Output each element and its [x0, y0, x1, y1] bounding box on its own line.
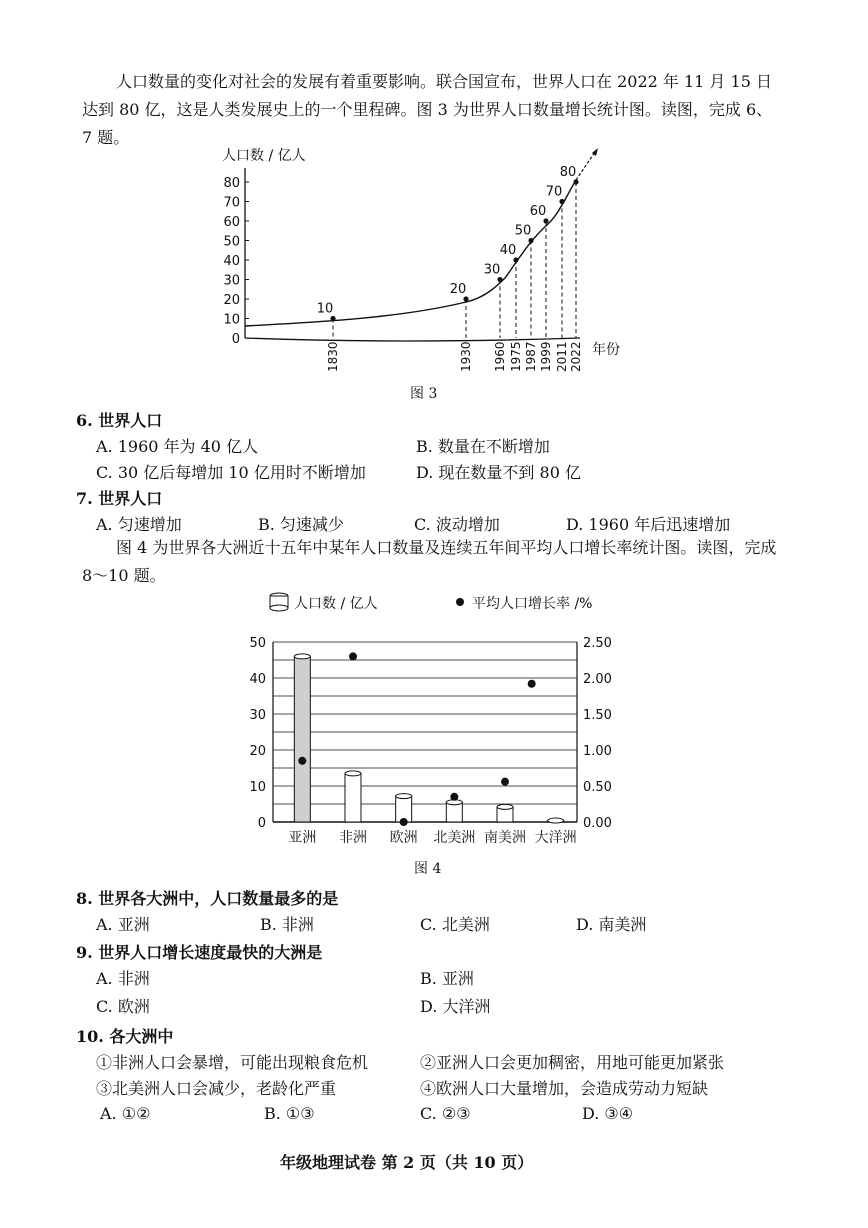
- q8-option-a[interactable]: A. 亚洲: [96, 915, 150, 934]
- fig4-growth-dot: [501, 778, 509, 786]
- fig3-xtick-label: 2022: [569, 341, 583, 372]
- fig4-left-tick-label: 40: [249, 672, 266, 687]
- fig3-xtick-label: 2011: [555, 341, 569, 372]
- fig4-left-tick-label: 30: [249, 708, 266, 723]
- q10-statement-1: ①非洲人口会暴增，可能出现粮食危机: [96, 1053, 369, 1072]
- fig3-xtick-label: 1960: [493, 341, 507, 372]
- q7-option-a[interactable]: A. 匀速增加: [96, 515, 182, 534]
- fig4-growth-dot: [528, 680, 536, 688]
- fig4-right-tick-label: 1.50: [583, 708, 612, 723]
- fig4-bar: [294, 656, 310, 822]
- fig3-data-point: [559, 199, 564, 204]
- fig3-xlabel: 年份: [592, 342, 620, 358]
- fig4-caption: 图 4: [414, 861, 442, 877]
- fig4-growth-dot: [349, 652, 357, 660]
- q7-option-c[interactable]: C. 波动增加: [414, 515, 500, 534]
- q8-stem: 8. 世界各大洲中，人口数量最多的是: [76, 889, 339, 908]
- fig3-data-point: [463, 296, 468, 301]
- fig4-bar-cap: [396, 794, 412, 799]
- fig4-left-tick-label: 50: [249, 636, 266, 651]
- fig3-point-label: 80: [559, 165, 577, 180]
- fig4-left-tick-label: 20: [249, 744, 266, 759]
- fig3-ytick-label: 20: [223, 293, 240, 308]
- fig3-point-label: 10: [316, 301, 334, 317]
- fig4-bar-cap: [294, 654, 310, 659]
- fig3-xtick-label: 1999: [539, 341, 553, 372]
- projection-arrow: [576, 152, 595, 180]
- fig3-data-point: [330, 316, 335, 321]
- fig4-left-tick-label: 10: [249, 780, 266, 795]
- fig4-bar-cap: [548, 818, 564, 823]
- fig3-ytick-label: 10: [223, 312, 240, 328]
- q8-option-b[interactable]: B. 非洲: [260, 915, 314, 934]
- fig4-left-tick-label: 0: [257, 816, 266, 831]
- q7-stem: 7. 世界人口: [76, 489, 163, 508]
- fig3-xtick-label: 1975: [509, 341, 523, 372]
- fig3-ylabel: 人口数 / 亿人: [222, 148, 306, 164]
- fig4-right-tick-label: 1.00: [583, 744, 612, 759]
- fig3-point-label: 40: [499, 243, 517, 258]
- fig3-data-point: [513, 257, 518, 262]
- q10-option-c[interactable]: C. ②③: [420, 1104, 471, 1123]
- legend-dot-icon: [456, 598, 464, 606]
- figure-4-bar-chart: [240, 588, 620, 850]
- fig3-xtick-label: 1987: [524, 341, 538, 372]
- fig4-bar: [345, 773, 361, 822]
- fig3-ytick-label: 50: [223, 234, 240, 250]
- fig3-caption: 图 3: [410, 386, 438, 402]
- fig3-data-point: [543, 218, 548, 223]
- q9-option-a[interactable]: A. 非洲: [96, 969, 150, 988]
- fig3-xtick-label: 1930: [459, 341, 473, 372]
- fig4-category-label: 欧洲: [389, 830, 418, 846]
- q8-option-d[interactable]: D. 南美洲: [576, 915, 647, 934]
- fig3-point-label: 30: [483, 262, 501, 278]
- q6-option-d[interactable]: D. 现在数量不到 80 亿: [416, 463, 581, 482]
- legend-bar-label: 人口数 / 亿人: [294, 596, 378, 612]
- fig4-bar-cap: [345, 771, 361, 776]
- fig4-category-label: 非洲: [339, 830, 367, 846]
- fig3-ytick-label: 70: [223, 195, 240, 211]
- legend: [270, 593, 592, 612]
- q10-statement-3: ③北美洲人口会减少，老龄化严重: [96, 1079, 337, 1098]
- q8-option-c[interactable]: C. 北美洲: [420, 915, 490, 934]
- q10-statement-4: ④欧洲人口大量增加，会造成劳动力短缺: [420, 1079, 709, 1098]
- fig4-category-label: 大洋洲: [534, 830, 577, 846]
- fig3-data-point: [528, 238, 533, 243]
- fig3-ytick-label: 0: [231, 332, 240, 347]
- fig3-ytick-label: 80: [223, 176, 240, 191]
- q9-stem: 9. 世界人口增长速度最快的大洲是: [76, 943, 323, 962]
- q9-option-b[interactable]: B. 亚洲: [420, 969, 474, 988]
- fig3-point-label: 70: [545, 184, 563, 200]
- population-curve: [245, 180, 576, 326]
- fig3-data-point: [497, 277, 502, 282]
- q10-option-a[interactable]: A. ①②: [100, 1104, 151, 1123]
- fig4-category-label: 南美洲: [484, 830, 526, 846]
- fig4-right-tick-label: 0.50: [583, 780, 612, 795]
- fig3-ytick-label: 30: [223, 273, 240, 289]
- fig4-category-label: 北美洲: [433, 830, 476, 846]
- figure-3-line-chart: [200, 140, 640, 380]
- intro-paragraph-1: 人口数量的变化对社会的发展有着重要影响。联合国宣布，世界人口在 2022 年 11 月 15 日达到 80 亿，这是人类发展史上的一个里程碑。图 3 为世界人口数量增长统计图。读图，完成 6、7 题。: [82, 72, 773, 147]
- q7-option-d[interactable]: D. 1960 年后迅速增加: [566, 515, 731, 534]
- fig4-right-tick-label: 2.00: [583, 672, 612, 687]
- q9-option-c[interactable]: C. 欧洲: [96, 997, 150, 1016]
- fig3-ytick-label: 40: [223, 254, 240, 269]
- fig4-growth-dot: [400, 818, 408, 826]
- q6-option-a[interactable]: A. 1960 年为 40 亿人: [96, 437, 259, 456]
- legend-dot-label: 平均人口增长率 /%: [472, 596, 593, 612]
- fig3-point-label: 50: [514, 223, 532, 239]
- page-footer: 年级地理试卷 第 2 页（共 10 页）: [280, 1153, 534, 1172]
- q9-option-d[interactable]: D. 大洋洲: [420, 997, 491, 1016]
- q10-option-b[interactable]: B. ①③: [264, 1104, 315, 1123]
- fig4-right-tick-label: 2.50: [583, 636, 612, 651]
- fig4-right-tick-label: 0.00: [583, 816, 612, 831]
- fig3-point-label: 60: [529, 204, 547, 219]
- fig3-ytick-label: 60: [223, 215, 240, 230]
- fig3-data-point: [573, 179, 578, 184]
- fig4-bar-cap: [497, 804, 513, 809]
- q6-option-c[interactable]: C. 30 亿后每增加 10 亿用时不断增加: [96, 463, 366, 482]
- q7-option-b[interactable]: B. 匀速减少: [258, 515, 344, 534]
- q10-option-d[interactable]: D. ③④: [582, 1104, 634, 1123]
- fig3-point-label: 20: [449, 282, 467, 297]
- q10-stem: 10. 各大洲中: [76, 1027, 174, 1046]
- q6-option-b[interactable]: B. 数量在不断增加: [416, 437, 550, 456]
- fig3-xtick-label: 1830: [326, 341, 340, 372]
- fig4-growth-dot: [298, 757, 306, 765]
- fig4-category-label: 亚洲: [288, 830, 317, 846]
- intro-paragraph-2: 图 4 为世界各大洲近十五年中某年人口数量及连续五年间平均人口增长率统计图。读图，完成 8～10 题。: [82, 538, 777, 585]
- q6-stem: 6. 世界人口: [76, 411, 163, 430]
- fig4-growth-dot: [450, 793, 458, 801]
- q10-statement-2: ②亚洲人口会更加稠密，用地可能更加紧张: [420, 1053, 725, 1072]
